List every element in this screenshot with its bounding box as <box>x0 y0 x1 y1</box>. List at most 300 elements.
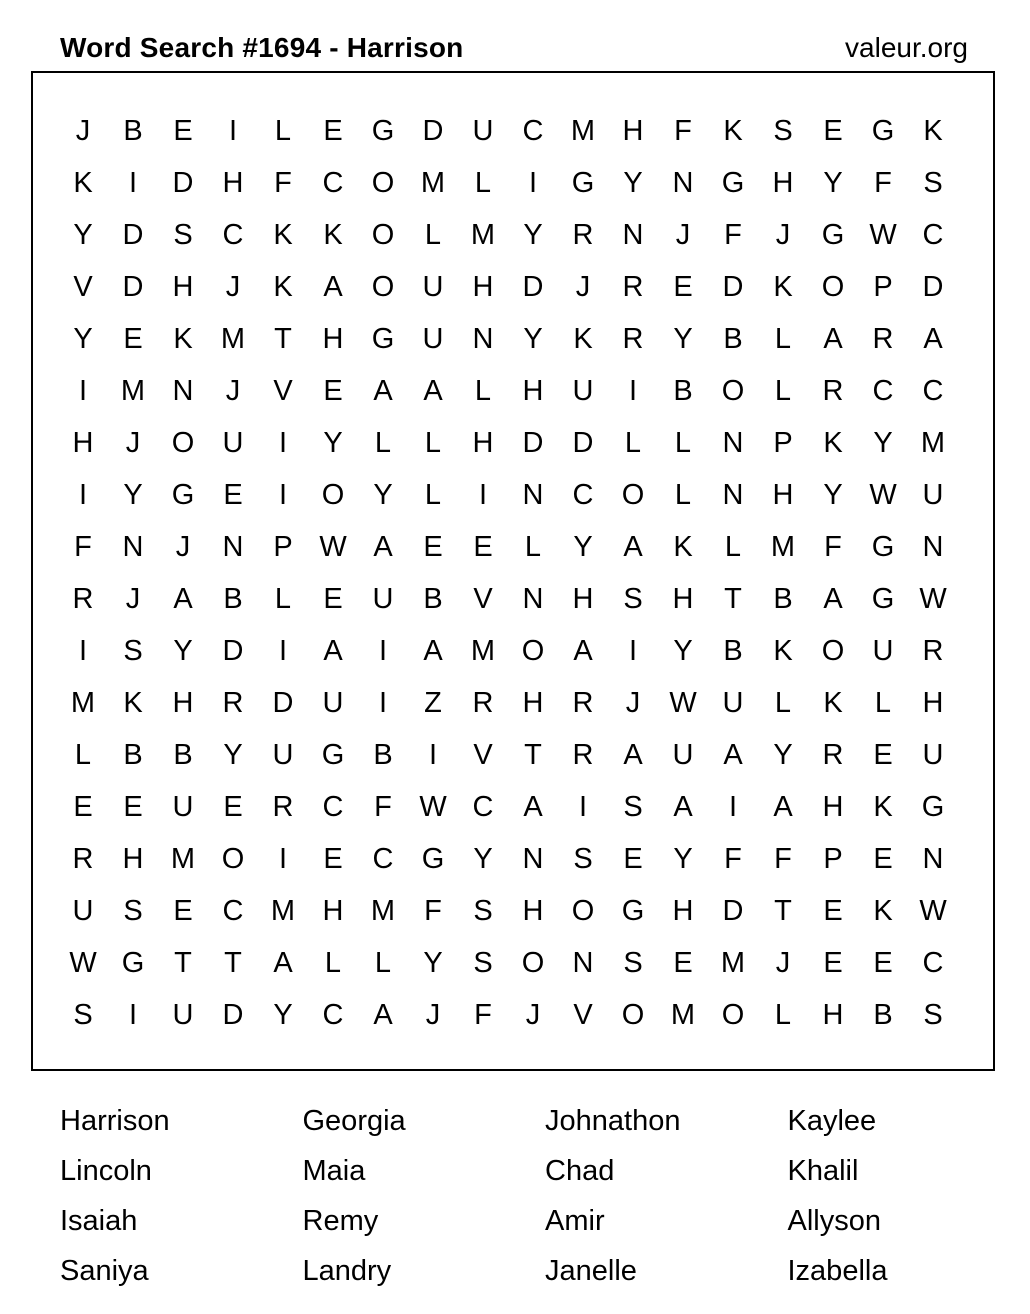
grid-cell[interactable]: Y <box>423 946 443 979</box>
grid-cell[interactable]: O <box>521 634 545 667</box>
grid-cell[interactable]: L <box>374 426 392 459</box>
grid-cell[interactable]: U <box>722 686 744 719</box>
grid-cell[interactable]: Y <box>323 426 343 459</box>
grid-cell[interactable]: H <box>222 166 244 199</box>
grid-cell[interactable]: R <box>622 322 644 355</box>
grid-cell[interactable]: R <box>472 686 494 719</box>
grid-cell[interactable]: I <box>278 634 288 667</box>
grid-cell[interactable]: T <box>224 946 242 979</box>
grid-cell[interactable]: R <box>572 686 594 719</box>
grid-cell[interactable]: M <box>470 634 496 667</box>
grid-cell[interactable]: C <box>372 842 394 875</box>
grid-cell[interactable]: V <box>473 738 493 771</box>
grid-cell[interactable]: K <box>873 790 893 823</box>
grid-cell[interactable]: D <box>172 166 194 199</box>
grid-cell[interactable]: Y <box>823 166 843 199</box>
grid-cell[interactable]: H <box>572 582 594 615</box>
grid-cell[interactable]: H <box>672 582 694 615</box>
grid-cell[interactable]: I <box>228 114 238 147</box>
grid-cell[interactable]: B <box>673 374 693 407</box>
grid-cell[interactable]: D <box>122 270 144 303</box>
grid-cell[interactable]: E <box>823 894 843 927</box>
grid-cell[interactable]: D <box>522 270 544 303</box>
grid-cell[interactable]: G <box>721 166 745 199</box>
grid-cell[interactable]: C <box>222 218 244 251</box>
grid-cell[interactable]: N <box>522 842 544 875</box>
grid-cell[interactable]: Y <box>123 478 143 511</box>
grid-cell[interactable]: A <box>823 322 843 355</box>
grid-cell[interactable]: N <box>722 478 744 511</box>
grid-cell[interactable]: L <box>774 374 792 407</box>
grid-cell[interactable]: L <box>774 686 792 719</box>
grid-cell[interactable]: Y <box>673 634 693 667</box>
grid-cell[interactable]: N <box>622 218 644 251</box>
grid-cell[interactable]: O <box>721 998 745 1031</box>
grid-cell[interactable]: E <box>223 790 243 823</box>
grid-cell[interactable]: G <box>921 790 945 823</box>
grid-cell[interactable]: A <box>273 946 293 979</box>
grid-cell[interactable]: G <box>421 842 445 875</box>
grid-cell[interactable]: N <box>522 582 544 615</box>
grid-cell[interactable]: I <box>628 634 638 667</box>
grid-cell[interactable]: U <box>472 114 494 147</box>
grid-cell[interactable]: J <box>775 218 791 251</box>
grid-cell[interactable]: L <box>674 426 692 459</box>
grid-cell[interactable]: R <box>922 634 944 667</box>
grid-cell[interactable]: I <box>378 634 388 667</box>
grid-cell[interactable]: Y <box>673 322 693 355</box>
grid-cell[interactable]: T <box>724 582 742 615</box>
grid-cell[interactable]: N <box>472 322 494 355</box>
grid-cell[interactable]: H <box>672 894 694 927</box>
grid-cell[interactable]: B <box>123 114 143 147</box>
grid-cell[interactable]: L <box>274 114 292 147</box>
grid-cell[interactable]: U <box>872 634 894 667</box>
grid-cell[interactable]: M <box>570 114 596 147</box>
grid-cell[interactable]: U <box>422 270 444 303</box>
grid-cell[interactable]: O <box>621 998 645 1031</box>
grid-cell[interactable]: U <box>172 998 194 1031</box>
grid-cell[interactable]: I <box>478 478 488 511</box>
grid-cell[interactable]: O <box>821 270 845 303</box>
grid-cell[interactable]: J <box>625 686 641 719</box>
grid-cell[interactable]: M <box>720 946 746 979</box>
grid-cell[interactable]: L <box>474 166 492 199</box>
grid-cell[interactable]: H <box>522 686 544 719</box>
grid-cell[interactable]: L <box>474 374 492 407</box>
grid-cell[interactable]: B <box>123 738 143 771</box>
grid-cell[interactable]: I <box>378 686 388 719</box>
grid-cell[interactable]: G <box>821 218 845 251</box>
grid-cell[interactable]: F <box>724 218 742 251</box>
grid-cell[interactable]: G <box>571 166 595 199</box>
grid-cell[interactable]: A <box>673 790 693 823</box>
grid-cell[interactable]: K <box>923 114 943 147</box>
grid-cell[interactable]: H <box>522 894 544 927</box>
grid-cell[interactable]: G <box>171 478 195 511</box>
grid-cell[interactable]: S <box>923 998 943 1031</box>
grid-cell[interactable]: H <box>322 894 344 927</box>
grid-cell[interactable]: J <box>425 998 441 1031</box>
grid-cell[interactable]: S <box>623 790 643 823</box>
grid-cell[interactable]: M <box>120 374 146 407</box>
grid-cell[interactable]: M <box>670 998 696 1031</box>
grid-cell[interactable]: E <box>323 374 343 407</box>
grid-cell[interactable]: N <box>572 946 594 979</box>
grid-cell[interactable]: N <box>672 166 694 199</box>
grid-cell[interactable]: P <box>773 426 793 459</box>
grid-cell[interactable]: W <box>319 530 347 563</box>
grid-cell[interactable]: U <box>922 738 944 771</box>
grid-cell[interactable]: E <box>123 322 143 355</box>
grid-cell[interactable]: C <box>572 478 594 511</box>
grid-cell[interactable]: O <box>521 946 545 979</box>
grid-cell[interactable]: R <box>872 322 894 355</box>
grid-cell[interactable]: R <box>222 686 244 719</box>
grid-cell[interactable]: M <box>70 686 96 719</box>
grid-cell[interactable]: M <box>170 842 196 875</box>
grid-cell[interactable]: F <box>74 530 92 563</box>
grid-cell[interactable]: I <box>578 790 588 823</box>
grid-cell[interactable]: R <box>272 790 294 823</box>
grid-cell[interactable]: K <box>173 322 193 355</box>
grid-cell[interactable]: D <box>222 634 244 667</box>
grid-cell[interactable]: H <box>772 478 794 511</box>
grid-cell[interactable]: E <box>623 842 643 875</box>
grid-cell[interactable]: E <box>673 946 693 979</box>
grid-cell[interactable]: O <box>221 842 245 875</box>
grid-cell[interactable]: B <box>373 738 393 771</box>
grid-cell[interactable]: L <box>274 582 292 615</box>
grid-cell[interactable]: I <box>128 998 138 1031</box>
grid-cell[interactable]: B <box>773 582 793 615</box>
grid-cell[interactable]: C <box>922 374 944 407</box>
grid-cell[interactable]: D <box>722 270 744 303</box>
grid-cell[interactable]: R <box>572 218 594 251</box>
grid-cell[interactable]: U <box>172 790 194 823</box>
grid-cell[interactable]: S <box>923 166 943 199</box>
grid-cell[interactable]: L <box>524 530 542 563</box>
grid-cell[interactable]: I <box>128 166 138 199</box>
grid-cell[interactable]: I <box>728 790 738 823</box>
grid-cell[interactable]: A <box>373 998 393 1031</box>
grid-cell[interactable]: D <box>522 426 544 459</box>
grid-cell[interactable]: N <box>172 374 194 407</box>
grid-cell[interactable]: C <box>872 374 894 407</box>
grid-cell[interactable]: L <box>374 946 392 979</box>
grid-cell[interactable]: P <box>273 530 293 563</box>
grid-cell[interactable]: S <box>123 894 143 927</box>
grid-cell[interactable]: F <box>374 790 392 823</box>
grid-cell[interactable]: R <box>822 374 844 407</box>
grid-cell[interactable]: I <box>278 426 288 459</box>
grid-cell[interactable]: S <box>623 946 643 979</box>
grid-cell[interactable]: W <box>669 686 697 719</box>
grid-cell[interactable]: Z <box>424 686 442 719</box>
grid-cell[interactable]: N <box>122 530 144 563</box>
grid-cell[interactable]: L <box>424 478 442 511</box>
grid-cell[interactable]: C <box>922 946 944 979</box>
grid-cell[interactable]: G <box>371 322 395 355</box>
grid-cell[interactable]: I <box>78 634 88 667</box>
grid-cell[interactable]: W <box>419 790 447 823</box>
grid-cell[interactable]: D <box>122 218 144 251</box>
grid-cell[interactable]: G <box>871 582 895 615</box>
grid-cell[interactable]: U <box>922 478 944 511</box>
grid-cell[interactable]: S <box>623 582 643 615</box>
grid-cell[interactable]: D <box>222 998 244 1031</box>
grid-cell[interactable]: G <box>121 946 145 979</box>
grid-cell[interactable]: S <box>173 218 193 251</box>
grid-cell[interactable]: E <box>873 842 893 875</box>
grid-cell[interactable]: U <box>572 374 594 407</box>
grid-cell[interactable]: A <box>423 634 443 667</box>
grid-cell[interactable]: B <box>423 582 443 615</box>
grid-cell[interactable]: J <box>175 530 191 563</box>
grid-cell[interactable]: J <box>575 270 591 303</box>
grid-cell[interactable]: J <box>75 114 91 147</box>
grid-cell[interactable]: J <box>775 946 791 979</box>
grid-cell[interactable]: P <box>823 842 843 875</box>
grid-cell[interactable]: L <box>324 946 342 979</box>
grid-cell[interactable]: K <box>873 894 893 927</box>
grid-cell[interactable]: V <box>73 270 93 303</box>
grid-cell[interactable]: A <box>773 790 793 823</box>
grid-cell[interactable]: L <box>624 426 642 459</box>
grid-cell[interactable]: W <box>919 894 947 927</box>
grid-cell[interactable]: Y <box>73 218 93 251</box>
grid-cell[interactable]: H <box>822 998 844 1031</box>
grid-cell[interactable]: H <box>922 686 944 719</box>
grid-cell[interactable]: U <box>372 582 394 615</box>
grid-cell[interactable]: F <box>874 166 892 199</box>
grid-cell[interactable]: U <box>272 738 294 771</box>
grid-cell[interactable]: S <box>573 842 593 875</box>
grid-cell[interactable]: V <box>273 374 293 407</box>
grid-cell[interactable]: A <box>373 530 393 563</box>
grid-cell[interactable]: I <box>528 166 538 199</box>
grid-cell[interactable]: W <box>69 946 97 979</box>
grid-cell[interactable]: H <box>72 426 94 459</box>
grid-cell[interactable]: A <box>573 634 593 667</box>
grid-cell[interactable]: E <box>473 530 493 563</box>
grid-cell[interactable]: C <box>322 166 344 199</box>
grid-cell[interactable]: F <box>274 166 292 199</box>
grid-cell[interactable]: C <box>522 114 544 147</box>
grid-cell[interactable]: K <box>823 426 843 459</box>
grid-cell[interactable]: L <box>424 218 442 251</box>
grid-cell[interactable]: H <box>172 686 194 719</box>
grid-cell[interactable]: A <box>923 322 943 355</box>
grid-cell[interactable]: S <box>773 114 793 147</box>
grid-cell[interactable]: M <box>270 894 296 927</box>
grid-cell[interactable]: K <box>573 322 593 355</box>
grid-cell[interactable]: E <box>223 478 243 511</box>
grid-cell[interactable]: L <box>74 738 92 771</box>
grid-cell[interactable]: O <box>371 166 395 199</box>
grid-cell[interactable]: K <box>723 114 743 147</box>
grid-cell[interactable]: O <box>821 634 845 667</box>
grid-cell[interactable]: E <box>823 114 843 147</box>
grid-cell[interactable]: M <box>770 530 796 563</box>
grid-cell[interactable]: O <box>571 894 595 927</box>
grid-cell[interactable]: K <box>823 686 843 719</box>
grid-cell[interactable]: L <box>874 686 892 719</box>
grid-cell[interactable]: K <box>323 218 343 251</box>
grid-cell[interactable]: C <box>222 894 244 927</box>
grid-cell[interactable]: Y <box>373 478 393 511</box>
grid-cell[interactable]: C <box>322 998 344 1031</box>
grid-cell[interactable]: V <box>473 582 493 615</box>
grid-cell[interactable]: H <box>322 322 344 355</box>
grid-cell[interactable]: I <box>428 738 438 771</box>
grid-cell[interactable]: I <box>278 842 288 875</box>
grid-cell[interactable]: A <box>173 582 193 615</box>
grid-cell[interactable]: G <box>621 894 645 927</box>
grid-cell[interactable]: K <box>73 166 93 199</box>
grid-cell[interactable]: H <box>622 114 644 147</box>
grid-cell[interactable]: E <box>173 114 193 147</box>
grid-cell[interactable]: O <box>371 270 395 303</box>
grid-cell[interactable]: T <box>524 738 542 771</box>
grid-cell[interactable]: I <box>278 478 288 511</box>
grid-cell[interactable]: L <box>424 426 442 459</box>
grid-cell[interactable]: Y <box>223 738 243 771</box>
grid-cell[interactable]: Y <box>623 166 643 199</box>
grid-cell[interactable]: S <box>473 894 493 927</box>
grid-cell[interactable]: F <box>674 114 692 147</box>
grid-cell[interactable]: C <box>472 790 494 823</box>
grid-cell[interactable]: C <box>922 218 944 251</box>
grid-cell[interactable]: L <box>724 530 742 563</box>
grid-cell[interactable]: J <box>525 998 541 1031</box>
grid-cell[interactable]: Y <box>573 530 593 563</box>
grid-cell[interactable]: S <box>73 998 93 1031</box>
grid-cell[interactable]: U <box>672 738 694 771</box>
grid-cell[interactable]: E <box>323 114 343 147</box>
grid-cell[interactable]: D <box>272 686 294 719</box>
grid-cell[interactable]: M <box>420 166 446 199</box>
grid-cell[interactable]: R <box>572 738 594 771</box>
grid-cell[interactable]: P <box>873 270 893 303</box>
grid-cell[interactable]: S <box>473 946 493 979</box>
grid-cell[interactable]: W <box>869 218 897 251</box>
grid-cell[interactable]: T <box>274 322 292 355</box>
grid-cell[interactable]: B <box>873 998 893 1031</box>
grid-cell[interactable]: C <box>322 790 344 823</box>
grid-cell[interactable]: Y <box>273 998 293 1031</box>
grid-cell[interactable]: M <box>470 218 496 251</box>
grid-cell[interactable]: E <box>173 894 193 927</box>
grid-cell[interactable]: A <box>623 530 643 563</box>
grid-cell[interactable]: U <box>72 894 94 927</box>
grid-cell[interactable]: K <box>273 270 293 303</box>
grid-cell[interactable]: U <box>222 426 244 459</box>
grid-cell[interactable]: H <box>522 374 544 407</box>
grid-cell[interactable]: B <box>173 738 193 771</box>
grid-cell[interactable]: B <box>723 634 743 667</box>
grid-cell[interactable]: T <box>174 946 192 979</box>
grid-cell[interactable]: A <box>823 582 843 615</box>
grid-cell[interactable]: W <box>869 478 897 511</box>
grid-cell[interactable]: K <box>123 686 143 719</box>
grid-cell[interactable]: B <box>223 582 243 615</box>
grid-cell[interactable]: R <box>622 270 644 303</box>
grid-cell[interactable]: G <box>871 530 895 563</box>
grid-cell[interactable]: E <box>873 738 893 771</box>
grid-cell[interactable]: N <box>922 530 944 563</box>
grid-cell[interactable]: B <box>723 322 743 355</box>
grid-cell[interactable]: K <box>273 218 293 251</box>
grid-cell[interactable]: G <box>871 114 895 147</box>
grid-cell[interactable]: D <box>422 114 444 147</box>
grid-cell[interactable]: D <box>922 270 944 303</box>
grid-cell[interactable]: R <box>72 582 94 615</box>
grid-cell[interactable]: E <box>323 842 343 875</box>
grid-cell[interactable]: Y <box>73 322 93 355</box>
grid-cell[interactable]: Y <box>823 478 843 511</box>
grid-cell[interactable]: E <box>823 946 843 979</box>
grid-cell[interactable]: H <box>822 790 844 823</box>
grid-cell[interactable]: Y <box>173 634 193 667</box>
grid-cell[interactable]: A <box>623 738 643 771</box>
grid-cell[interactable]: G <box>371 114 395 147</box>
grid-cell[interactable]: N <box>222 530 244 563</box>
grid-cell[interactable]: H <box>172 270 194 303</box>
grid-cell[interactable]: E <box>423 530 443 563</box>
grid-cell[interactable]: Y <box>523 218 543 251</box>
grid-cell[interactable]: W <box>919 582 947 615</box>
grid-cell[interactable]: O <box>171 426 195 459</box>
grid-cell[interactable]: M <box>220 322 246 355</box>
grid-cell[interactable]: Y <box>473 842 493 875</box>
grid-cell[interactable]: Y <box>523 322 543 355</box>
grid-cell[interactable]: J <box>125 582 141 615</box>
grid-cell[interactable]: O <box>721 374 745 407</box>
grid-cell[interactable]: O <box>321 478 345 511</box>
grid-cell[interactable]: M <box>920 426 946 459</box>
grid-cell[interactable]: A <box>723 738 743 771</box>
grid-cell[interactable]: L <box>774 998 792 1031</box>
grid-cell[interactable]: E <box>123 790 143 823</box>
grid-cell[interactable]: J <box>225 270 241 303</box>
grid-cell[interactable]: I <box>628 374 638 407</box>
grid-cell[interactable]: D <box>572 426 594 459</box>
grid-cell[interactable]: N <box>722 426 744 459</box>
grid-cell[interactable]: F <box>724 842 742 875</box>
grid-cell[interactable]: K <box>773 270 793 303</box>
grid-cell[interactable]: E <box>323 582 343 615</box>
grid-cell[interactable]: R <box>72 842 94 875</box>
grid-cell[interactable]: H <box>122 842 144 875</box>
grid-cell[interactable]: T <box>774 894 792 927</box>
grid-cell[interactable]: N <box>922 842 944 875</box>
grid-cell[interactable]: N <box>522 478 544 511</box>
grid-cell[interactable]: J <box>675 218 691 251</box>
grid-cell[interactable]: R <box>822 738 844 771</box>
grid-cell[interactable]: K <box>773 634 793 667</box>
grid-cell[interactable]: Y <box>673 842 693 875</box>
grid-cell[interactable]: S <box>123 634 143 667</box>
grid-cell[interactable]: F <box>824 530 842 563</box>
grid-cell[interactable]: K <box>673 530 693 563</box>
grid-cell[interactable]: H <box>772 166 794 199</box>
grid-cell[interactable]: J <box>225 374 241 407</box>
grid-cell[interactable]: O <box>371 218 395 251</box>
grid-cell[interactable]: J <box>125 426 141 459</box>
grid-cell[interactable]: E <box>873 946 893 979</box>
grid-cell[interactable]: L <box>774 322 792 355</box>
